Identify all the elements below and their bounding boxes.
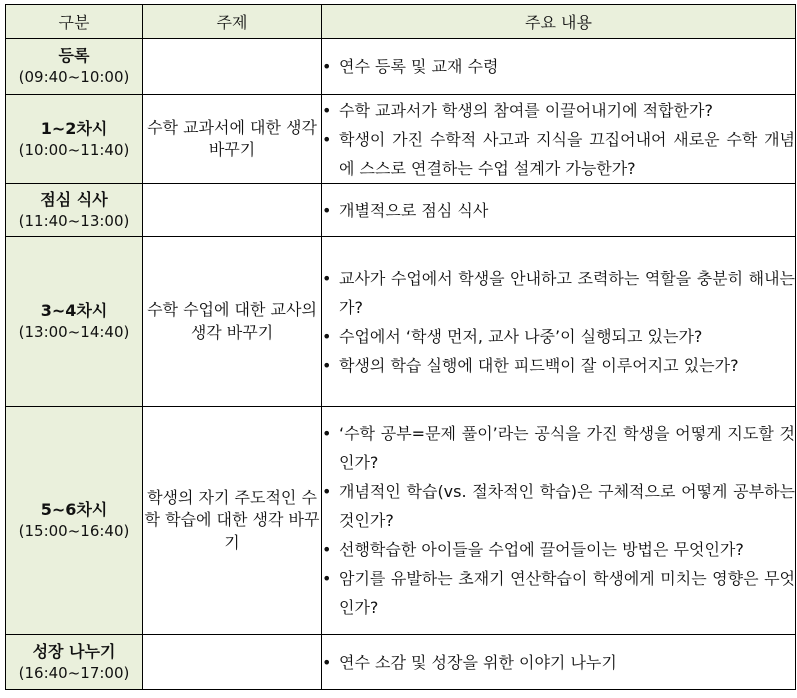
session-time: (10:00~11:40): [18, 140, 130, 159]
table-row: [6, 39, 796, 95]
table-row: [6, 407, 796, 635]
table-row: [6, 635, 796, 690]
list-item: [322, 351, 795, 380]
session-cell: [6, 635, 143, 690]
session-cell: [6, 95, 143, 184]
list-item-text: 암기를 유발하는 초재기 연산학습이 학생에게 미치는 영향은 무엇인가?: [339, 569, 795, 617]
topic-cell: 학생의 자기 주도적인 수학 학습에 대한 생각 바꾸기: [143, 407, 322, 635]
bullet-icon: •: [322, 355, 332, 375]
list-item: [322, 52, 795, 81]
bullet-list: [322, 648, 795, 677]
list-item-text: 학생의 학습 실행에 대한 피드백이 잘 이루어지고 있는가?: [339, 355, 739, 375]
session-title: 점심 식사: [40, 189, 108, 209]
content-cell: [322, 407, 796, 635]
session-time: (13:00~14:40): [18, 323, 130, 342]
list-item-text: 개념적인 학습(vs. 절차적인 학습)은 구체적으로 어떻게 공부하는 것인가?: [339, 482, 795, 530]
list-item-text: 선행학습한 아이들을 수업에 끌어들이는 방법은 무엇인가?: [339, 540, 744, 559]
list-item: [322, 535, 795, 564]
topic-cell: [143, 184, 322, 237]
content-cell: [322, 635, 796, 690]
session-time: (09:40~10:00): [18, 68, 130, 87]
session-title: 5~6차시: [40, 500, 108, 520]
list-item: [322, 96, 795, 125]
session-time: (11:40~13:00): [18, 211, 130, 230]
bullet-list: [322, 264, 795, 380]
session-cell: [6, 237, 143, 407]
list-item: [322, 419, 795, 477]
session-time: (15:00~16:40): [18, 522, 130, 541]
list-item-text: 학생이 가진 수학적 사고과 지식을 끄집어내어 새로운 수학 개념에 스스로 연결하는 수업 설계가 가능한가?: [339, 129, 795, 178]
header-main-content: 주요 내용: [322, 5, 796, 39]
list-item-text: 수학 교과서가 학생의 참여를 이끌어내기에 적합한가?: [339, 100, 713, 120]
list-item: [322, 477, 795, 535]
topic-cell: [143, 39, 322, 95]
session-title: 등록: [58, 46, 90, 66]
list-item-text: ‘수학 공부=문제 풀이’라는 공식을 가진 학생을 어떻게 지도할 것인가?: [339, 424, 795, 472]
topic-cell: 수학 교과서에 대한 생각 바꾸기: [143, 95, 322, 184]
session-title: 성장 나누기: [32, 641, 116, 661]
session-title: 3~4차시: [40, 301, 108, 321]
topic-cell: 수학 수업에 대한 교사의 생각 바꾸기: [143, 237, 322, 407]
bullet-icon: •: [322, 57, 332, 76]
bullet-icon: •: [322, 326, 332, 346]
bullet-list: [322, 52, 795, 81]
bullet-icon: •: [322, 652, 332, 672]
session-cell: [6, 39, 143, 95]
bullet-icon: •: [322, 569, 332, 588]
content-cell: [322, 95, 796, 184]
session-time: (16:40~17:00): [18, 663, 130, 682]
bullet-list: [322, 96, 795, 183]
session-title: 1~2차시: [40, 118, 108, 138]
list-item-text: 교사가 수업에서 학생을 안내하고 조력하는 역할을 충분히 해내는가?: [339, 268, 795, 317]
table-row: [6, 237, 796, 407]
schedule-table: [5, 4, 796, 690]
list-item: [322, 564, 795, 622]
bullet-icon: •: [322, 200, 332, 220]
list-item: [322, 196, 795, 225]
topic-cell: [143, 635, 322, 690]
list-item-text: 수업에서 ‘학생 먼저, 교사 나중’이 실행되고 있는가?: [339, 326, 703, 346]
bullet-icon: •: [322, 482, 332, 501]
content-cell: [322, 184, 796, 237]
header-row: [6, 5, 796, 39]
bullet-icon: •: [322, 268, 332, 288]
bullet-list: [322, 196, 795, 225]
list-item: [322, 322, 795, 351]
list-item-text: 개별적으로 점심 식사: [339, 200, 489, 220]
header-topic: 주제: [143, 5, 322, 39]
list-item-text: 연수 등록 및 교재 수령: [339, 57, 499, 76]
content-cell: [322, 39, 796, 95]
session-cell: [6, 184, 143, 237]
bullet-icon: •: [322, 540, 332, 559]
list-item: [322, 264, 795, 322]
bullet-icon: •: [322, 100, 332, 120]
bullet-icon: •: [322, 129, 332, 149]
table-row: [6, 184, 796, 237]
list-item-text: 연수 소감 및 성장을 위한 이야기 나누기: [339, 652, 617, 672]
content-cell: [322, 237, 796, 407]
session-cell: [6, 407, 143, 635]
list-item: [322, 648, 795, 677]
bullet-list: [322, 419, 795, 622]
header-category: 구분: [6, 5, 143, 39]
list-item: [322, 125, 795, 183]
table-row: [6, 95, 796, 184]
bullet-icon: •: [322, 424, 332, 443]
